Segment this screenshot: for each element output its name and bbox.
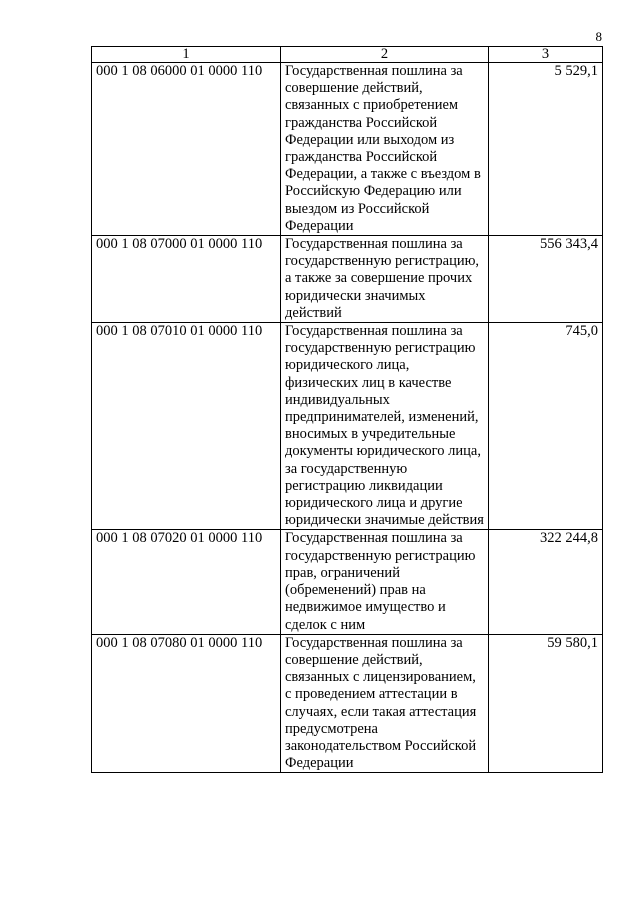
row-code: 000 1 08 07000 01 0000 110 [92,236,281,323]
row-code: 000 1 08 07010 01 0000 110 [92,323,281,530]
table-row [92,63,603,236]
row-amount: 5 529,1 [489,63,603,236]
table-row [92,634,603,773]
row-code: 000 1 08 07080 01 0000 110 [92,634,281,773]
row-description: Государственная пошлина за государственную регистрацию, а также за совершение прочих юридически значимых действий [281,236,489,323]
budget-table [91,46,603,773]
table-header-row [92,47,603,63]
row-description: Государственная пошлина за совершение действий, связанных с приобретением гражданства Российской Федерации или выходом из гражданства Российской Федерации, а также с въездом в Российскую Федерацию или выездом из Российской Федерации [281,63,489,236]
row-code: 000 1 08 07020 01 0000 110 [92,530,281,634]
row-amount: 745,0 [489,323,603,530]
table-row [92,236,603,323]
table-row [92,530,603,634]
row-amount: 322 244,8 [489,530,603,634]
column-header-code: 1 [92,47,281,63]
row-description: Государственная пошлина за государственную регистрацию прав, ограничений (обременений) прав на недвижимое имущество и сделок с ним [281,530,489,634]
table-row [92,323,603,530]
column-header-amount: 3 [489,47,603,63]
column-header-description: 2 [281,47,489,63]
row-description: Государственная пошлина за совершение действий, связанных с лицензированием, с проведением аттестации в случаях, если такая аттестация предусмотрена законодательством Российской Федерации [281,634,489,773]
row-code: 000 1 08 06000 01 0000 110 [92,63,281,236]
row-description: Государственная пошлина за государственную регистрацию юридического лица, физических лиц в качестве индивидуальных предпринимателей, изменений, вносимых в учредительные документы юридического лица, за государственную регистрацию ликвидации юридического лица и другие юридически значимые действия [281,323,489,530]
row-amount: 556 343,4 [489,236,603,323]
page-number: 8 [595,29,602,44]
row-amount: 59 580,1 [489,634,603,773]
